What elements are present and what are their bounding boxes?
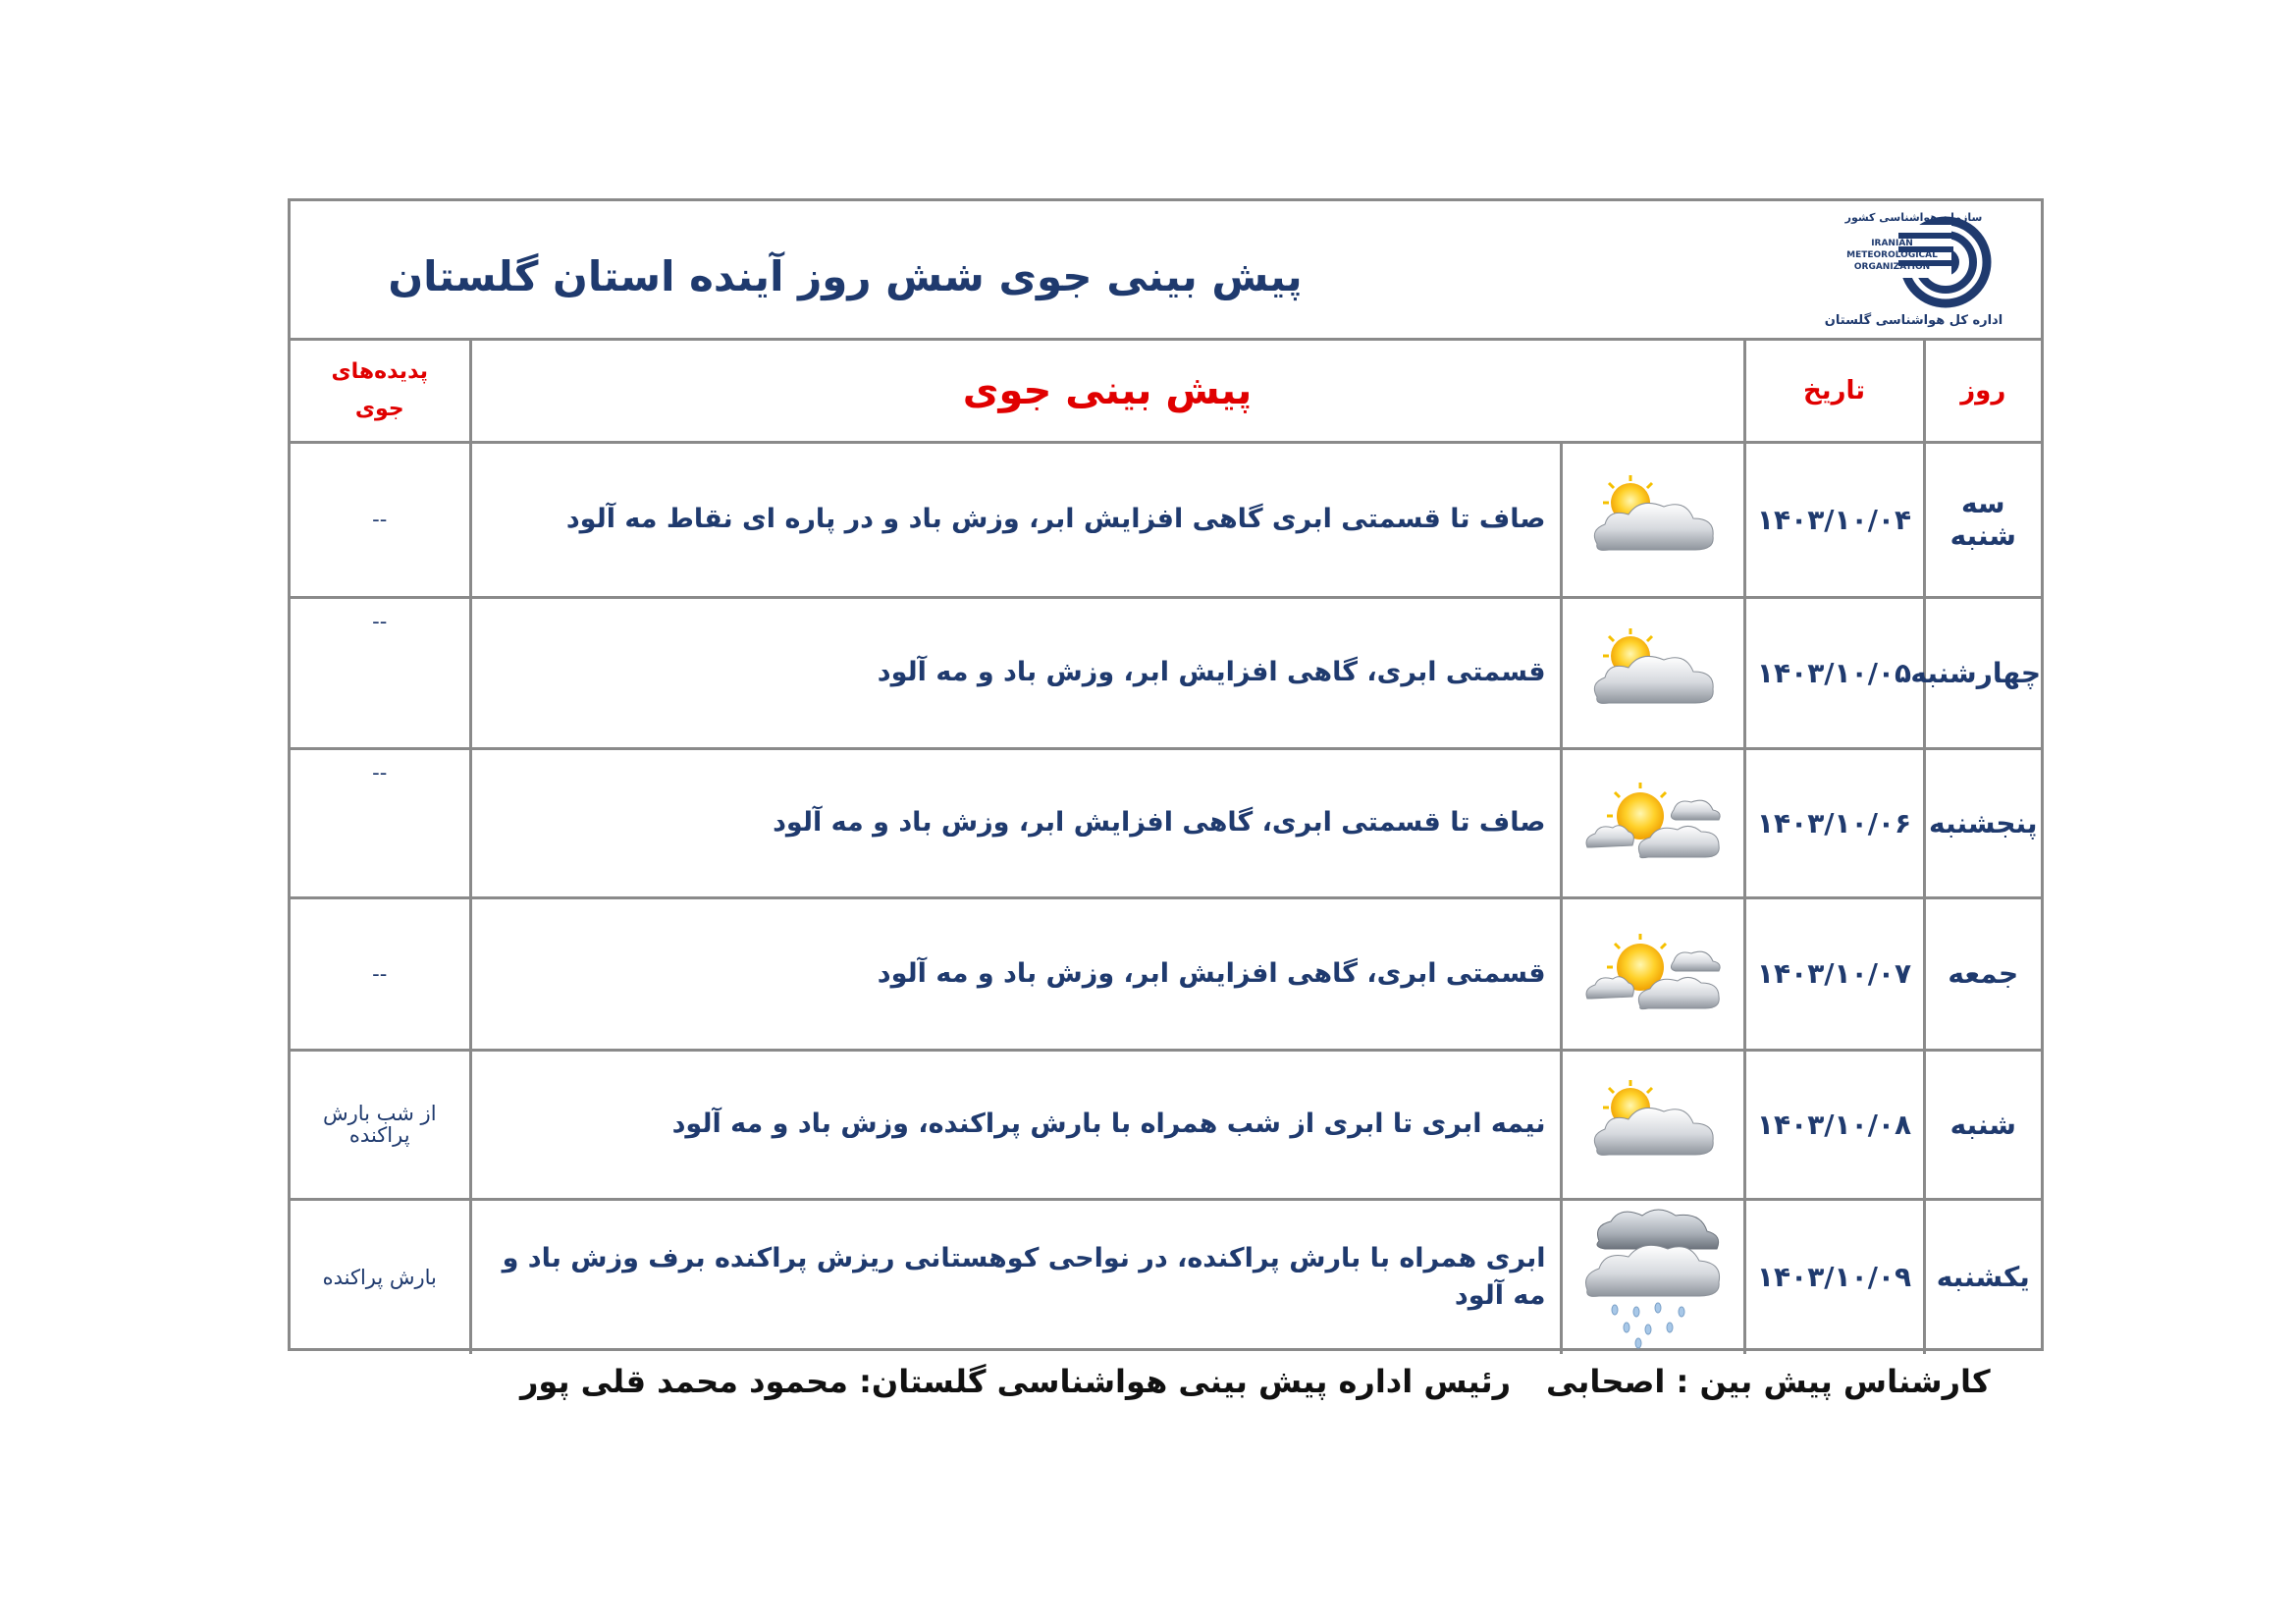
row-day: جمعه [1924, 897, 2041, 1050]
forecast-table [291, 341, 2041, 1354]
header-day: روز [1924, 341, 2041, 442]
row-phenomena: -- [291, 748, 470, 897]
title-band [291, 201, 2041, 341]
row-day: یکشنبه [1924, 1199, 2041, 1354]
row-date: ۱۴۰۳/۱۰/۰۶ [1744, 748, 1924, 897]
row-phenomena: -- [291, 897, 470, 1050]
logo-name-line2: METEOROLOGICAL [1846, 250, 1938, 260]
row-date: ۱۴۰۳/۱۰/۰۴ [1744, 442, 1924, 597]
row-day: پنجشنبه [1924, 748, 2041, 897]
row-forecast-text: ابری همراه با بارش پراکنده، در نواحی کوهستانی ریزش پراکنده برف وزش باد و مه آلود [470, 1199, 1561, 1354]
row-icon-cell [1561, 748, 1744, 897]
partly-cloudy-icon [1579, 1078, 1727, 1166]
logo-top-text: سازمان هواشناسی کشور [1844, 211, 1983, 224]
row-day: شنبه [1924, 1050, 2041, 1199]
table-row [291, 1199, 2041, 1354]
logo-bottom-text: اداره کل هواشناسی گلستان [1824, 313, 2003, 328]
header-row [291, 341, 2041, 442]
row-forecast-text: قسمتی ابری، گاهی افزایش ابر، وزش باد و مه آلود [470, 897, 1561, 1050]
row-icon-cell [1561, 897, 1744, 1050]
row-phenomena: بارش پراکنده [291, 1199, 470, 1354]
meteorological-logo [1808, 205, 2019, 335]
partly-cloudy-icon [1579, 626, 1727, 715]
logo-name-line1: IRANIAN [1871, 239, 1913, 248]
table-row [291, 442, 2041, 597]
row-day: سه شنبه [1924, 442, 2041, 597]
header-phenomena-line2: جوی [354, 396, 404, 421]
row-icon-cell [1561, 1050, 1744, 1199]
row-phenomena: -- [291, 442, 470, 597]
row-forecast-text: نیمه ابری تا ابری از شب همراه با بارش پراکنده، وزش باد و مه آلود [470, 1050, 1561, 1199]
row-forecast-text: صاف تا قسمتی ابری، گاهی افزایش ابر، وزش باد و مه آلود [470, 748, 1561, 897]
header-forecast: پیش بینی جوی [470, 341, 1744, 442]
header-phenomena [291, 341, 470, 442]
row-icon-cell [1561, 442, 1744, 597]
header-phenomena-line1: پدیده‌های [331, 358, 429, 384]
row-forecast-text: قسمتی ابری، گاهی افزایش ابر، وزش باد و مه آلود [470, 597, 1561, 748]
table-row [291, 1050, 2041, 1199]
table-row [291, 748, 2041, 897]
page-title: پیش بینی جوی شش روز آینده استان گلستان [388, 252, 1303, 300]
sun-clouds-icon [1579, 928, 1727, 1016]
department-head: رئیس اداره پیش بینی هواشناسی گلستان: محمود محمد قلی پور [520, 1363, 1512, 1400]
row-phenomena: -- [291, 597, 470, 748]
header-date: تاریخ [1744, 341, 1924, 442]
row-icon-cell [1561, 597, 1744, 748]
forecaster-name: کارشناس پیش بین : اصحابی [1546, 1363, 1991, 1400]
row-phenomena: از شب بارش پراکنده [291, 1050, 470, 1199]
partly-cloudy-icon [1579, 473, 1727, 562]
row-date: ۱۴۰۳/۱۰/۰۵ [1744, 597, 1924, 748]
row-icon-cell [1561, 1199, 1744, 1354]
row-date: ۱۴۰۳/۱۰/۰۷ [1744, 897, 1924, 1050]
forecast-sheet [288, 198, 2044, 1351]
table-row [291, 897, 2041, 1050]
rain-cloud-icon [1579, 1202, 1727, 1349]
sun-clouds-icon [1579, 777, 1727, 865]
row-date: ۱۴۰۳/۱۰/۰۸ [1744, 1050, 1924, 1199]
row-date: ۱۴۰۳/۱۰/۰۹ [1744, 1199, 1924, 1354]
table-row [291, 597, 2041, 748]
row-forecast-text: صاف تا قسمتی ابری گاهی افزایش ابر، وزش باد و در پاره ای نقاط مه آلود [470, 442, 1561, 597]
row-day: چهارشنبه [1924, 597, 2041, 748]
logo-name-line3: ORGANIZATION [1853, 262, 1931, 272]
